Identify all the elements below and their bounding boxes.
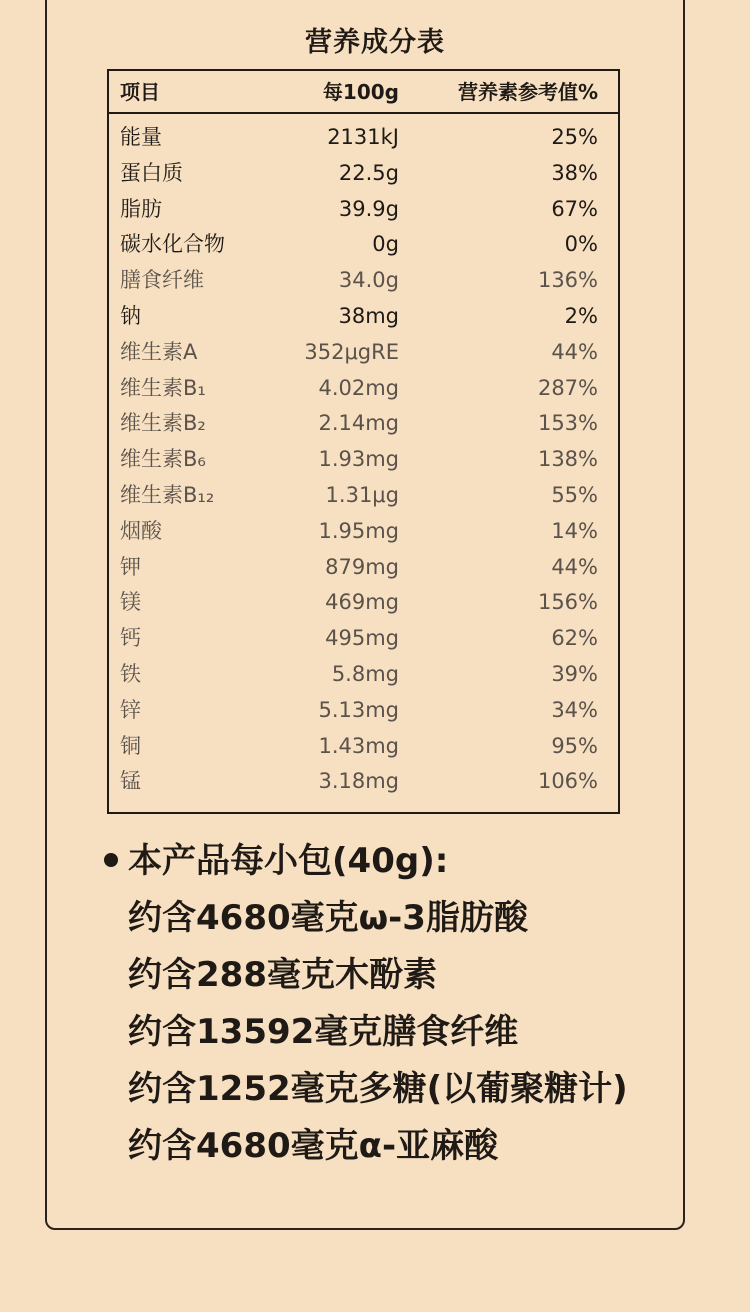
table-row — [109, 763, 618, 799]
row-value: 469mg — [325, 590, 399, 615]
row-nrv: 38% — [551, 160, 598, 185]
row-nrv: 67% — [551, 196, 598, 221]
row-name: 锌 — [120, 697, 141, 722]
row-nrv: 136% — [537, 268, 598, 293]
row-name: 脂肪 — [120, 196, 162, 221]
row-value: 22.5g — [338, 160, 399, 185]
table-row — [109, 620, 618, 656]
table-row — [109, 549, 618, 585]
row-name: 镁 — [120, 590, 141, 615]
table-row — [109, 441, 618, 477]
row-value: 495mg — [325, 626, 399, 651]
row-nrv: 25% — [551, 125, 598, 149]
row-value: 5.8mg — [331, 661, 399, 686]
table-row — [109, 298, 618, 334]
row-value: 4.02mg — [318, 375, 399, 400]
row-name: 烟酸 — [120, 518, 162, 543]
row-nrv: 55% — [551, 482, 598, 507]
row-nrv: 14% — [551, 518, 598, 543]
row-nrv: 156% — [537, 590, 598, 615]
nutrition-table — [107, 69, 620, 814]
row-value: 5.13mg — [318, 697, 399, 722]
row-name: 维生素B₆ — [120, 447, 206, 472]
header-item: 项目 — [120, 80, 160, 104]
table-row — [109, 513, 618, 549]
row-nrv: 106% — [537, 769, 598, 794]
row-name: 铜 — [120, 733, 141, 758]
row-name: 维生素B₁ — [120, 375, 206, 400]
row-nrv: 153% — [537, 411, 598, 436]
row-value: 2.14mg — [318, 411, 399, 436]
table-row — [109, 477, 618, 513]
row-name: 钠 — [120, 303, 141, 328]
table-row — [109, 584, 618, 620]
row-value: 1.93mg — [318, 447, 399, 472]
row-value: 1.31μg — [325, 482, 399, 507]
row-value: 39.9g — [338, 196, 399, 221]
row-name: 钾 — [120, 554, 141, 579]
row-nrv: 44% — [551, 554, 598, 579]
row-nrv: 0% — [564, 232, 598, 257]
note-line: 约含4680毫克α-亚麻酸 — [128, 1126, 499, 1166]
row-name: 维生素B₂ — [120, 411, 206, 436]
table-row — [109, 262, 618, 298]
row-value: 879mg — [325, 554, 399, 579]
table-row — [109, 155, 618, 191]
row-name: 锰 — [120, 769, 141, 794]
row-value: 1.43mg — [318, 733, 399, 758]
row-name: 维生素B₁₂ — [120, 482, 215, 507]
row-nrv: 62% — [551, 626, 598, 651]
bullet-dot-icon — [104, 853, 118, 867]
row-name: 钙 — [120, 626, 141, 651]
header-nrv: 营养素参考值% — [457, 80, 598, 104]
row-nrv: 34% — [551, 697, 598, 722]
note-line: 约含1252毫克多糖(以葡聚糖计) — [128, 1069, 628, 1109]
row-name: 蛋白质 — [120, 160, 183, 185]
row-value: 34.0g — [338, 268, 399, 293]
note-line: 约含288毫克木酚素 — [128, 955, 437, 995]
table-row — [109, 370, 618, 406]
row-nrv: 95% — [551, 733, 598, 758]
row-name: 铁 — [120, 661, 141, 686]
row-nrv: 44% — [551, 339, 598, 364]
row-value: 352μgRE — [304, 339, 399, 364]
note-line: 约含4680毫克ω-3脂肪酸 — [128, 898, 528, 938]
header-per100g: 每100g — [322, 80, 399, 104]
row-name: 膳食纤维 — [120, 268, 204, 293]
table-row — [109, 728, 618, 764]
row-nrv: 2% — [564, 303, 598, 328]
table-body — [109, 119, 618, 799]
table-row — [109, 119, 618, 155]
row-name: 能量 — [120, 125, 162, 149]
table-title: 营养成分表 — [305, 27, 445, 58]
table-header — [109, 71, 618, 114]
row-value: 0g — [372, 232, 399, 257]
table-row — [109, 334, 618, 370]
row-nrv: 138% — [537, 447, 598, 472]
row-value: 1.95mg — [318, 518, 399, 543]
table-row — [109, 692, 618, 728]
table-row — [109, 226, 618, 262]
row-nrv: 39% — [551, 661, 598, 686]
table-row — [109, 191, 618, 227]
row-name: 碳水化合物 — [120, 232, 225, 257]
row-value: 3.18mg — [318, 769, 399, 794]
row-nrv: 287% — [537, 375, 598, 400]
notes-heading: 本产品每小包(40g): — [128, 841, 449, 881]
row-name: 维生素A — [120, 339, 198, 364]
table-row — [109, 656, 618, 692]
note-line: 约含13592毫克膳食纤维 — [128, 1012, 519, 1052]
row-value: 38mg — [338, 303, 399, 328]
table-row — [109, 405, 618, 441]
row-value: 2131kJ — [327, 125, 399, 149]
